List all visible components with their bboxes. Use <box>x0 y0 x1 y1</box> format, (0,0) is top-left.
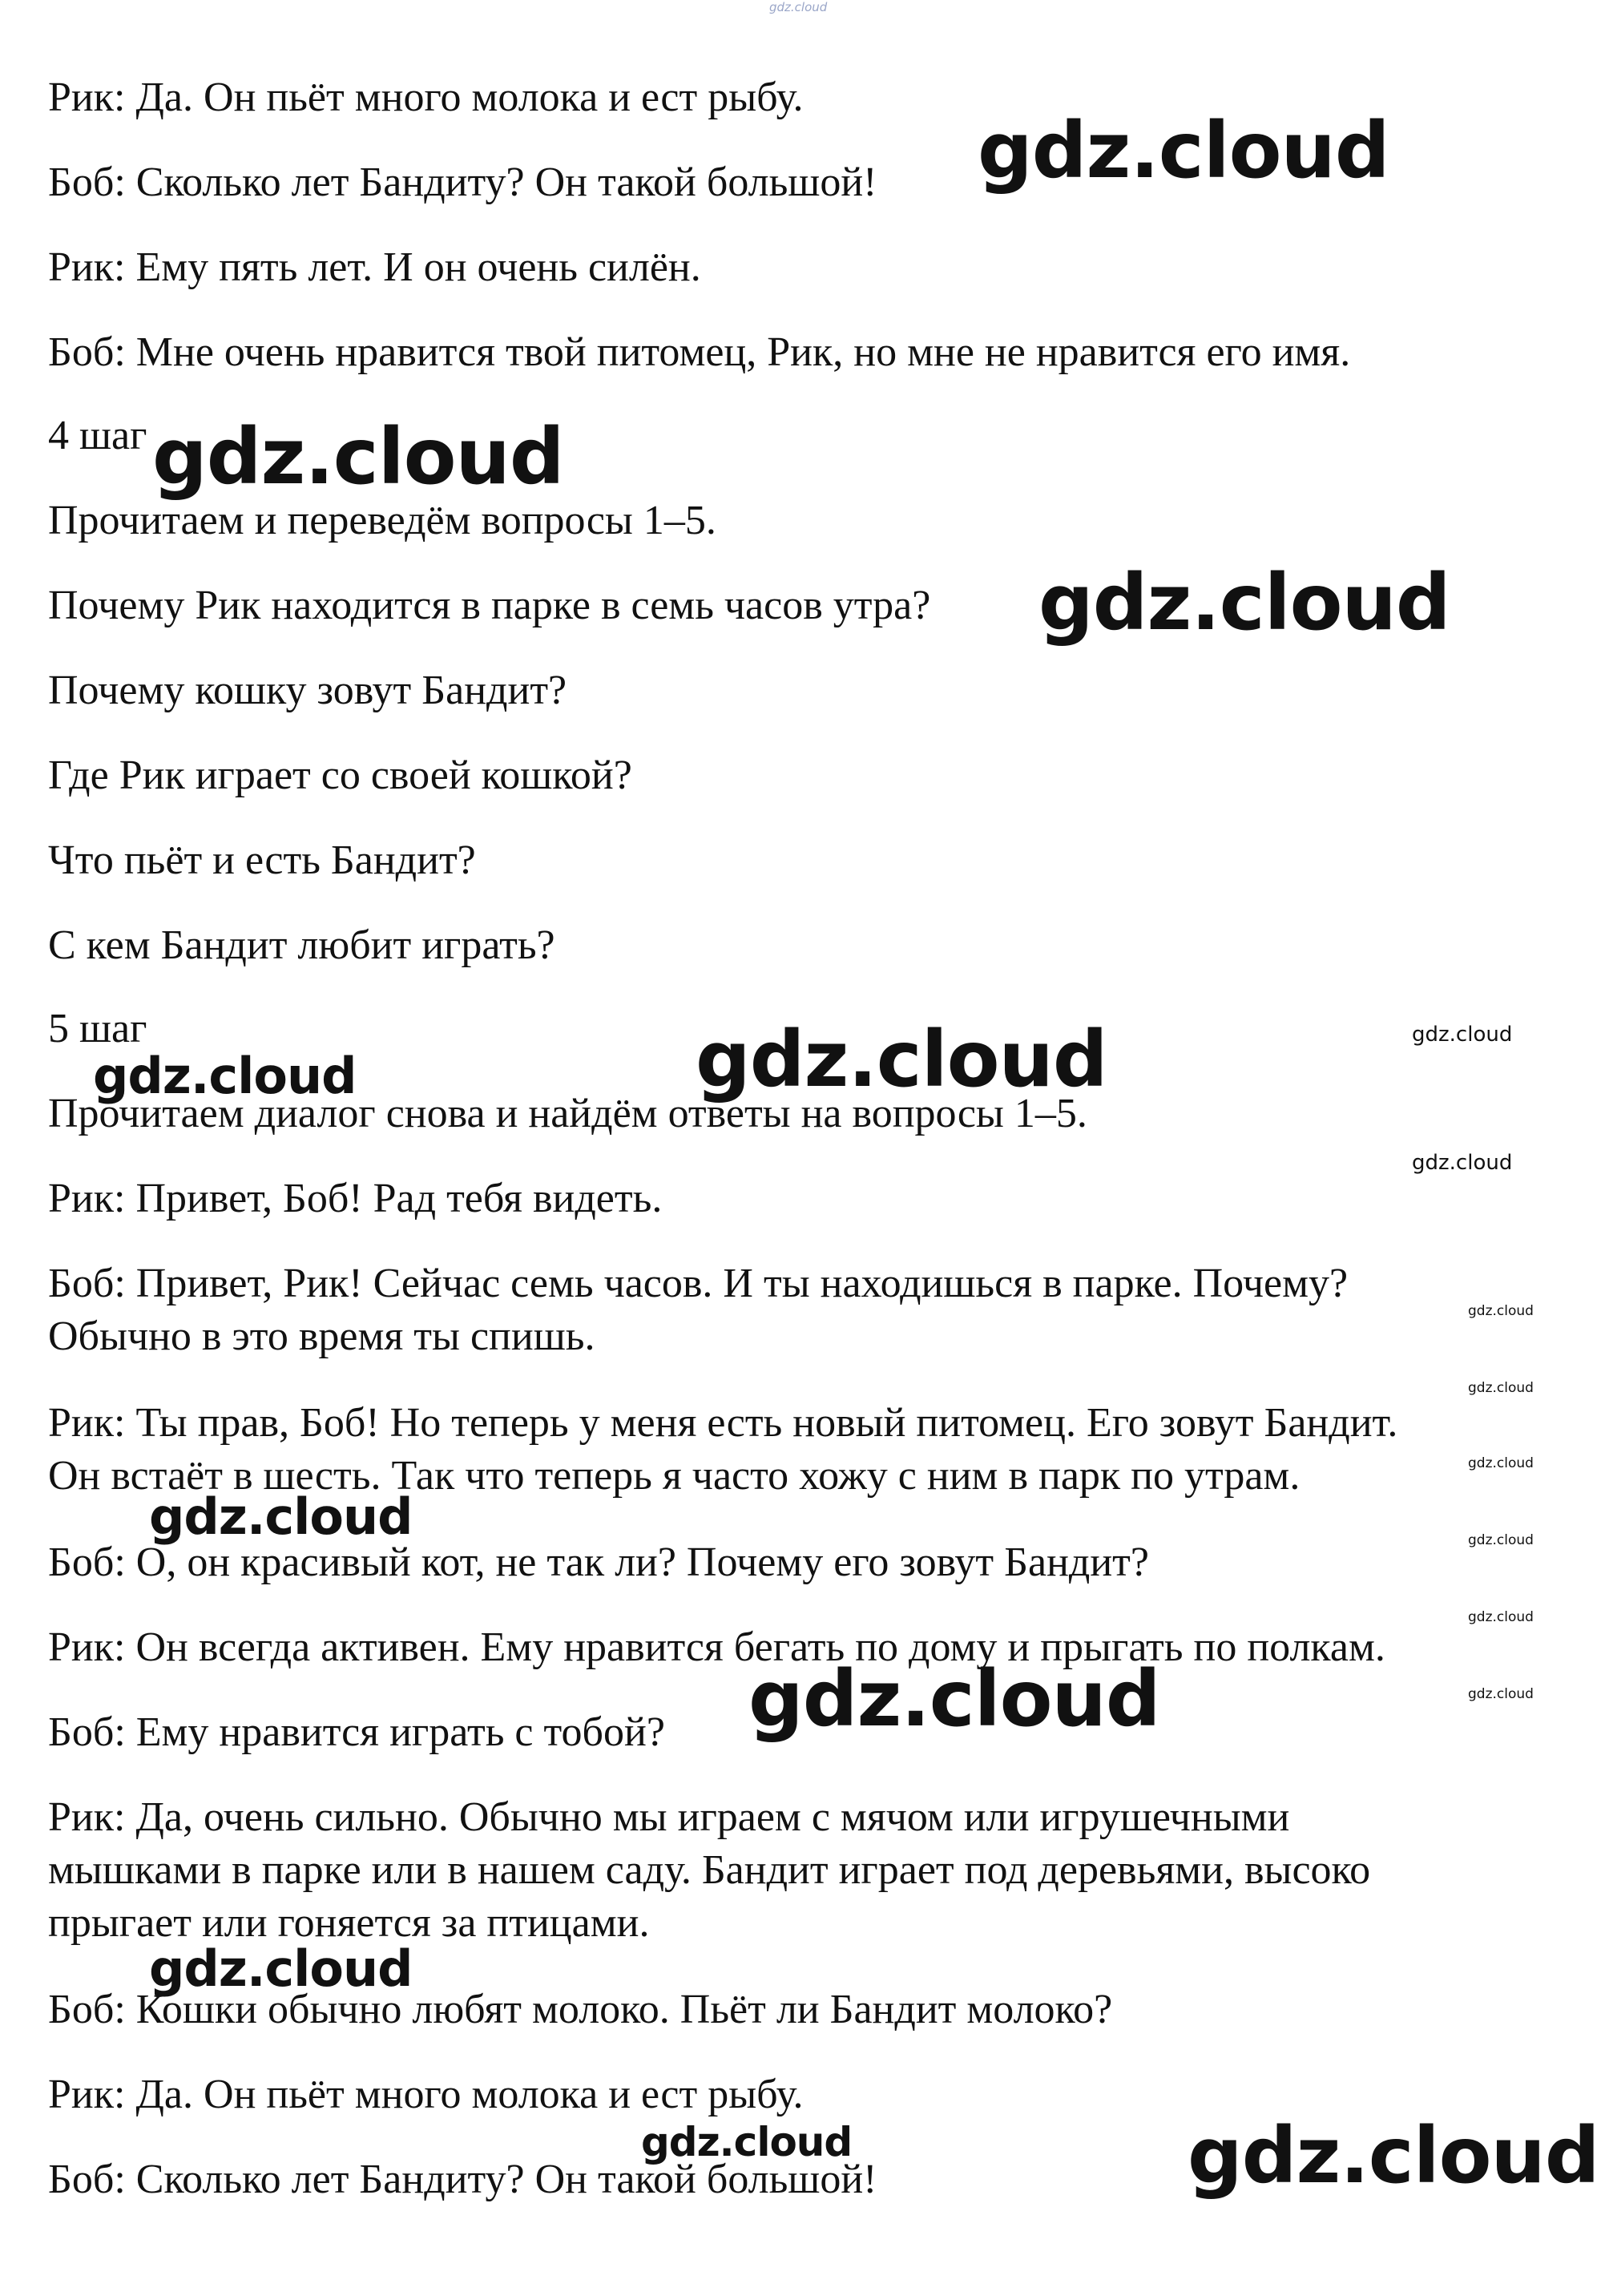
text-line: Рик: Привет, Боб! Рад тебя видеть. <box>48 1176 663 1221</box>
question-line: Почему Рик находится в парке в семь часов утра? <box>48 583 931 628</box>
text-line: Обычно в это время ты спишь. <box>48 1313 595 1359</box>
text-line: Рик: Да. Он пьёт много молока и ест рыбу. <box>48 2072 804 2117</box>
text-line: Рик: Ему пять лет. И он очень силён. <box>48 244 701 290</box>
watermark: gdz.cloud <box>149 1487 413 1546</box>
watermark: gdz.cloud <box>1038 558 1450 648</box>
text-line: Рик: Ты прав, Боб! Но теперь у меня есть новый питомец. Его зовут Бандит. <box>48 1400 1398 1446</box>
watermark: gdz.cloud <box>93 1047 357 1105</box>
watermark: gdz.cloud <box>1468 1686 1534 1702</box>
step-heading: 4 шаг <box>48 413 147 458</box>
watermark: gdz.cloud <box>696 1015 1107 1104</box>
text-line: Боб: Сколько лет Бандиту? Он такой большой! <box>48 2157 877 2202</box>
watermark: gdz.cloud <box>748 1654 1160 1744</box>
watermark: gdz.cloud <box>978 106 1389 196</box>
watermark: gdz.cloud <box>152 412 564 502</box>
watermark: gdz.cloud <box>149 1939 413 1998</box>
watermark: gdz.cloud <box>1468 1532 1534 1548</box>
watermark: gdz.cloud <box>641 2119 853 2165</box>
text-line: Боб: Ему нравится играть с тобой? <box>48 1709 665 1755</box>
question-line: С кем Бандит любит играть? <box>48 922 555 968</box>
question-line: Что пьёт и есть Бандит? <box>48 837 476 883</box>
question-line: Где Рик играет со своей кошкой? <box>48 753 632 798</box>
watermark: gdz.cloud <box>1468 1380 1534 1396</box>
watermark: gdz.cloud <box>1188 2111 1599 2201</box>
text-line: Рик: Да, очень сильно. Обычно мы играем с мячом или игрушечными <box>48 1794 1290 1840</box>
text-line: Боб: Мне очень нравится твой питомец, Рик, но мне не нравится его имя. <box>48 329 1351 375</box>
step-heading: 5 шаг <box>48 1006 147 1051</box>
watermark: gdz.cloud <box>1412 1151 1513 1175</box>
question-line: Почему кошку зовут Бандит? <box>48 668 567 713</box>
text-line: Прочитаем диалог снова и найдём ответы на вопросы 1–5. <box>48 1091 1087 1136</box>
text-line: Рик: Он всегда активен. Ему нравится бегать по дому и прыгать по полкам. <box>48 1624 1385 1670</box>
watermark: gdz.cloud <box>1412 1023 1513 1047</box>
text-line: Боб: Привет, Рик! Сейчас семь часов. И ты находишься в парке. Почему? <box>48 1261 1349 1306</box>
text-line: Боб: Сколько лет Бандиту? Он такой большой! <box>48 159 877 205</box>
watermark: gdz.cloud <box>1468 1303 1534 1319</box>
text-line: Он встаёт в шесть. Так что теперь я часто хожу с ним в парк по утрам. <box>48 1453 1301 1499</box>
text-line: мышками в парке или в нашем саду. Бандит играет под деревьями, высоко <box>48 1847 1371 1893</box>
text-line: прыгает или гоняется за птицами. <box>48 1900 650 1946</box>
text-line: Боб: Кошки обычно любят молоко. Пьёт ли Бандит молоко? <box>48 1987 1113 2032</box>
watermark: gdz.cloud <box>1468 1455 1534 1471</box>
text-line: Рик: Да. Он пьёт много молока и ест рыбу. <box>48 75 804 120</box>
text-line: Прочитаем и переведём вопросы 1–5. <box>48 498 716 543</box>
watermark: gdz.cloud <box>769 0 828 14</box>
watermark: gdz.cloud <box>1468 1609 1534 1625</box>
text-line: Боб: О, он красивый кот, не так ли? Почему его зовут Бандит? <box>48 1539 1149 1585</box>
